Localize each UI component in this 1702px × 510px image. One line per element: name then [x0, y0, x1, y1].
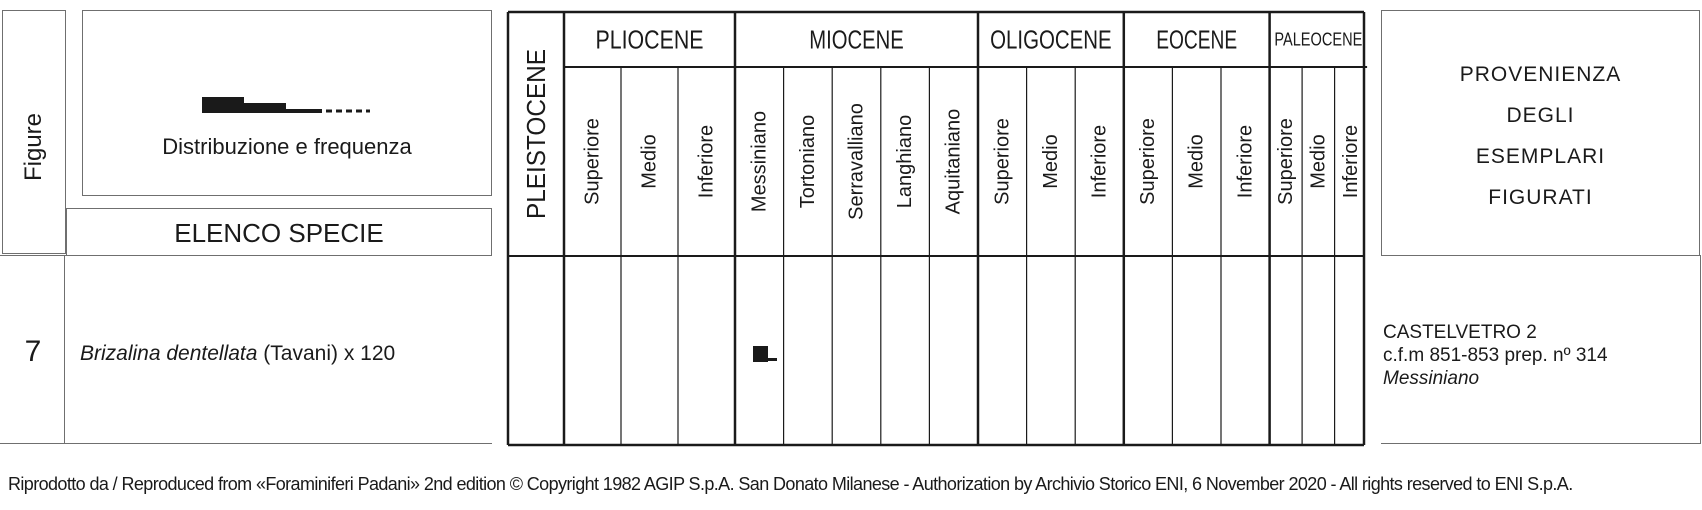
stage-label-medio: Medio [1039, 134, 1062, 189]
epoch-label-eocene: EOCENE [1156, 24, 1238, 55]
epoch-label-pliocene: PLIOCENE [595, 24, 704, 55]
stage-label-messiniano: Messiniano [748, 110, 771, 213]
row-right-edge [1700, 255, 1701, 443]
row-top-border-right [1381, 255, 1701, 256]
stage-label-inferiore: Inferiore [1339, 124, 1362, 199]
epoch-label-paleocene: PALEOCENE [1274, 29, 1363, 50]
provenance-locality: CASTELVETRO 2 [1383, 322, 1537, 343]
distribution-mark [753, 346, 768, 362]
stage-label-medio: Medio [1185, 134, 1208, 189]
stage-label-superiore: Superiore [1274, 118, 1297, 205]
provenance-sample: c.f.m 851-853 prep. nº 314 [1383, 345, 1608, 366]
provenance-line-3: ESEMPLARI [1475, 145, 1606, 168]
row-bottom-border-right [1381, 443, 1701, 444]
copyright-footer: Riprodotto da / Reproduced from «Foraminiferi Padani» 2nd edition © Copyright 1982 AGIP S.p.A. San Donato Milanese - Authorization by Archivio Storico ENI, 6 November 2020 - All rights reserved to ENI S.p.A. [8, 474, 1573, 494]
stage-label-inferiore: Inferiore [1088, 124, 1111, 199]
stage-label-medio: Medio [638, 134, 661, 189]
provenance-line-4: FIGURATI [1488, 186, 1593, 209]
legend-caption: Distribuzione e frequenza [162, 134, 412, 159]
distribution-mark-tail [768, 358, 777, 361]
species-name: Brizalina dentellata [80, 342, 258, 365]
stage-label-serravalliano: Serravalliano [845, 103, 868, 220]
stage-label-aquitaniano: Aquitaniano [942, 108, 965, 215]
figure-label: Figure [20, 112, 47, 182]
stage-label-superiore: Superiore [1137, 118, 1160, 205]
epoch-label-miocene: MIOCENE [809, 24, 904, 55]
provenance-line-2: DEGLI [1506, 104, 1575, 127]
stage-label-langhiano: Langhiano [894, 114, 917, 209]
stage-label-inferiore: Inferiore [1234, 124, 1257, 199]
provenance-header-box [1381, 10, 1700, 256]
figure-number: 7 [24, 335, 42, 368]
stage-label-medio: Medio [1307, 134, 1330, 189]
epoch-label-pleistocene: PLEISTOCENE [521, 37, 551, 219]
stage-label-tortoniano: Tortoniano [796, 114, 819, 209]
species-list-label: ELENCO SPECIE [174, 218, 384, 248]
provenance-line-1: PROVENIENZA [1459, 63, 1622, 86]
epoch-label-oligocene: OLIGOCENE [990, 24, 1112, 55]
stage-label-superiore: Superiore [581, 118, 604, 205]
stage-label-superiore: Superiore [991, 118, 1014, 205]
stage-label-inferiore: Inferiore [695, 124, 718, 199]
provenance-stage: Messiniano [1383, 368, 1480, 389]
species-author: (Tavani) x 120 [263, 342, 396, 365]
